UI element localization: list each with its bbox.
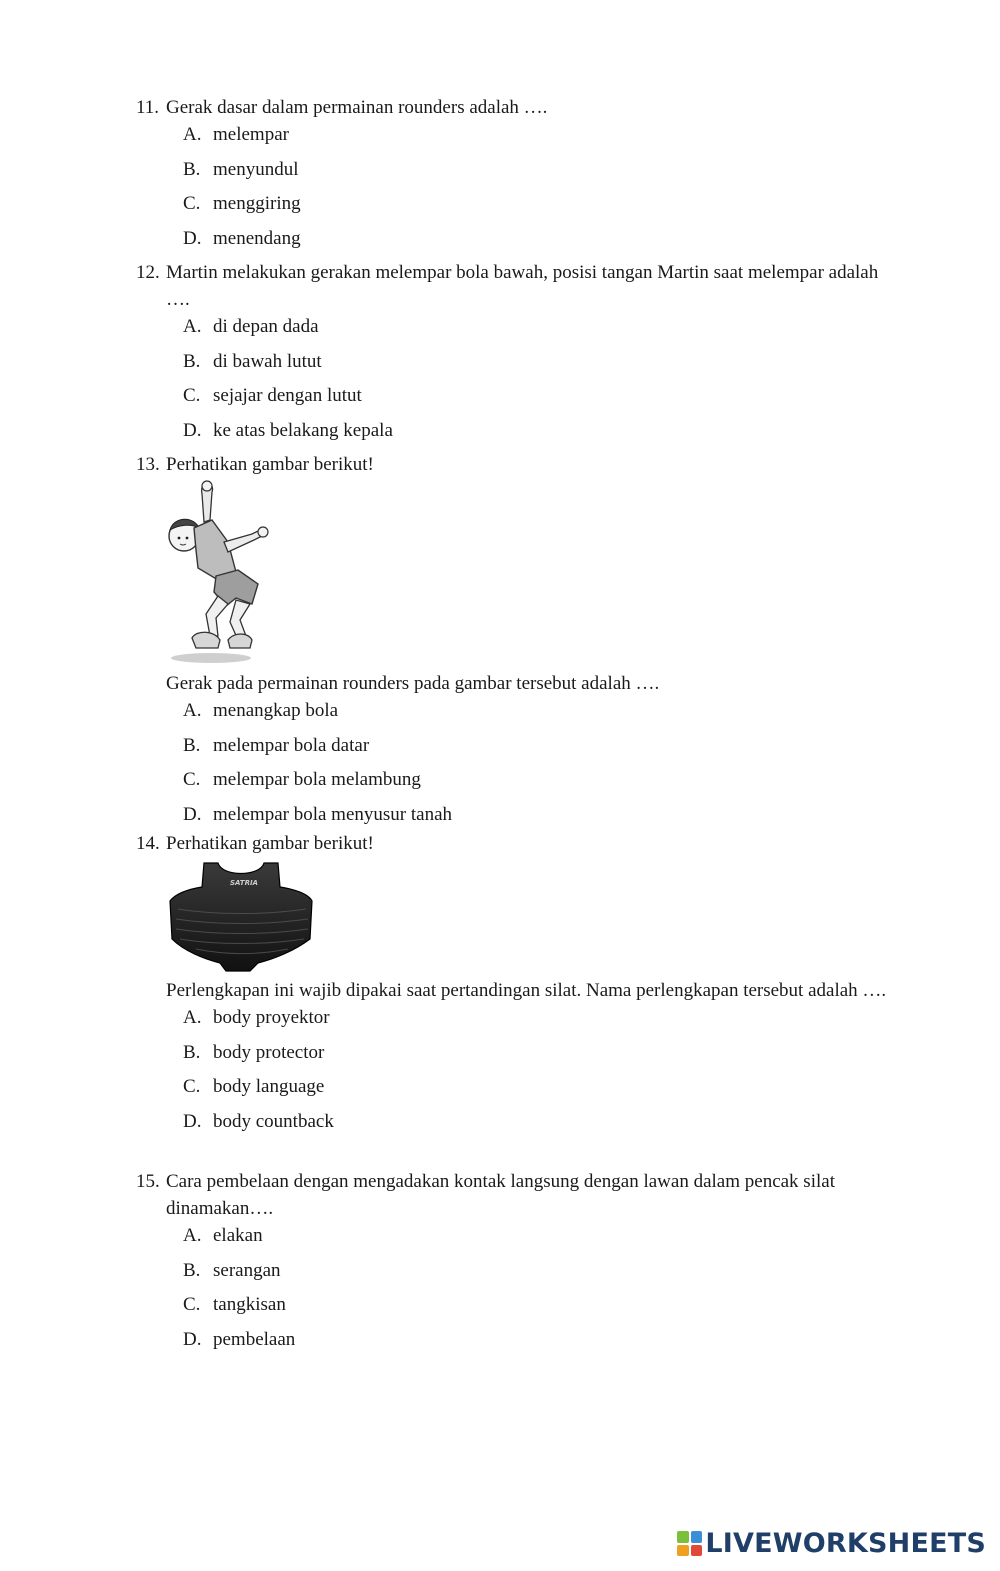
option-d[interactable]: D. melempar bola menyusur tanah [183, 801, 926, 836]
question-followup: Perlengkapan ini wajib dipakai saat pertandingan silat. Nama perlengkapan tersebut adalah …. [166, 980, 887, 1001]
option-text: body proyektor [213, 1007, 330, 1028]
protector-brand-label: SATRIA [230, 879, 258, 887]
option-text: body countback [213, 1111, 334, 1133]
question-13 [136, 451, 926, 836]
option-b[interactable]: B. serangan [183, 1257, 926, 1292]
option-text: pembelaan [213, 1329, 296, 1351]
option-text: di depan dada [213, 316, 319, 337]
body-protector-photo [166, 859, 926, 977]
options-list [183, 121, 926, 260]
option-a[interactable]: A. di depan dada [183, 313, 926, 348]
question-12 [136, 259, 926, 452]
question-stem: Martin melakukan gerakan melempar bola bawah, posisi tangan Martin saat melempar adalah …. [166, 262, 879, 310]
option-text: body language [213, 1076, 325, 1098]
option-text: melempar bola menyusur tanah [213, 804, 453, 826]
question-number: 13. [136, 454, 160, 475]
question-stem: Perhatikan gambar berikut! [166, 833, 374, 854]
option-c[interactable]: C. menggiring [183, 190, 926, 225]
question-number: 11. [136, 97, 160, 118]
question-stem: Cara pembelaan dengan mengadakan kontak langsung dengan lawan dalam pencak silat dinamakan…. [166, 1171, 835, 1219]
question-15 [136, 1168, 926, 1361]
option-text: menangkap bola [213, 700, 339, 721]
question-number: 14. [136, 833, 160, 854]
options-list [183, 697, 926, 836]
option-text: ke atas belakang kepala [213, 420, 393, 442]
option-text: tangkisan [213, 1294, 286, 1316]
option-text: menggiring [213, 193, 301, 215]
question-11 [136, 94, 926, 260]
option-c[interactable]: C. melempar bola melambung [183, 766, 926, 801]
option-b[interactable]: B. melempar bola datar [183, 732, 926, 767]
question-stem: Gerak dasar dalam permainan rounders adalah …. [166, 97, 548, 118]
option-c[interactable]: C. tangkisan [183, 1291, 926, 1326]
liveworksheets-icon [677, 1531, 702, 1556]
option-text: menyundul [213, 158, 299, 180]
brand-name: LIVEWORKSHEETS [705, 1528, 986, 1559]
option-d[interactable]: D. body countback [183, 1108, 926, 1143]
option-b[interactable]: B. menyundul [183, 156, 926, 191]
option-text: serangan [213, 1259, 281, 1281]
option-text: sejajar dengan lutut [213, 385, 362, 407]
option-d[interactable]: D. ke atas belakang kepala [183, 417, 926, 452]
options-list [183, 1222, 926, 1361]
rounders-player-illustration [166, 480, 926, 670]
option-d[interactable]: D. pembelaan [183, 1326, 926, 1361]
option-text: melempar [213, 124, 289, 145]
option-text: menendang [213, 228, 301, 250]
question-followup: Gerak pada permainan rounders pada gambar tersebut adalah …. [166, 673, 660, 694]
body-protector-icon [166, 859, 316, 973]
options-list [183, 1004, 926, 1143]
option-c[interactable]: C. body language [183, 1073, 926, 1108]
option-a[interactable]: A. body proyektor [183, 1004, 926, 1039]
option-b[interactable]: B. body protector [183, 1039, 926, 1074]
option-a[interactable]: A. menangkap bola [183, 697, 926, 732]
option-c[interactable]: C. sejajar dengan lutut [183, 382, 926, 417]
question-number: 12. [136, 262, 160, 283]
options-list [183, 313, 926, 452]
option-text: body protector [213, 1041, 325, 1063]
boy-throwing-icon [166, 480, 291, 668]
liveworksheets-logo[interactable] [677, 1528, 986, 1559]
question-stem: Perhatikan gambar berikut! [166, 454, 374, 475]
question-14 [136, 830, 926, 1143]
option-a[interactable]: A. melempar [183, 121, 926, 156]
option-text: melempar bola datar [213, 734, 370, 756]
option-text: melempar bola melambung [213, 769, 421, 791]
option-text: di bawah lutut [213, 350, 322, 372]
option-a[interactable]: A. elakan [183, 1222, 926, 1257]
option-text: elakan [213, 1225, 263, 1246]
option-b[interactable]: B. di bawah lutut [183, 348, 926, 383]
option-d[interactable]: D. menendang [183, 225, 926, 260]
question-number: 15. [136, 1171, 160, 1192]
